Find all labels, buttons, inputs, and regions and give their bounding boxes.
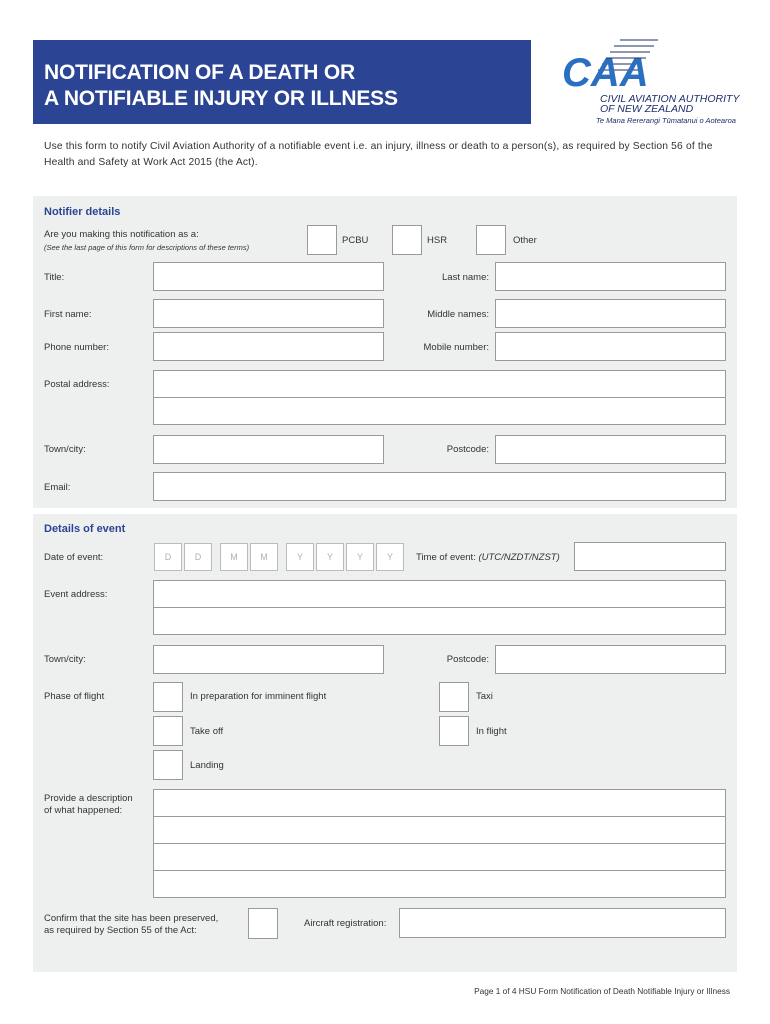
time-label <box>416 552 560 564</box>
email-field[interactable] <box>153 472 726 501</box>
email-label: Email: <box>44 482 71 493</box>
date-label: Date of event: <box>44 552 104 563</box>
phase-prep-checkbox[interactable] <box>153 682 183 712</box>
time-zone-label: (UTC/NZDT/NZST) <box>478 552 560 563</box>
date-day-2[interactable]: D <box>184 543 212 571</box>
phone-label: Phone number: <box>44 342 109 353</box>
phase-inflight-checkbox[interactable] <box>439 716 469 746</box>
event-address-field-line1[interactable] <box>153 580 726 608</box>
logo-subtitle: Te Mana Rererangi Tūmatanui o Aotearoa <box>596 116 736 125</box>
postcode-label: Postcode: <box>446 444 489 455</box>
time-field[interactable] <box>574 542 726 571</box>
first-name-label: First name: <box>44 309 92 320</box>
aircraft-registration-label: Aircraft registration: <box>304 918 387 929</box>
date-year-3[interactable]: Y <box>346 543 374 571</box>
other-label: Other <box>513 235 537 246</box>
phase-landing-checkbox[interactable] <box>153 750 183 780</box>
middle-names-label: Middle names: <box>427 309 489 320</box>
town-label: Town/city: <box>44 444 86 455</box>
event-address-label: Event address: <box>44 589 108 600</box>
event-postcode-field[interactable] <box>495 645 726 674</box>
date-year-4[interactable]: Y <box>376 543 404 571</box>
logo-line1: CIVIL AVIATION AUTHORITY <box>600 93 740 105</box>
event-heading: Details of event <box>44 523 126 535</box>
postal-address-label: Postal address: <box>44 379 110 390</box>
page-footer: Page 1 of 4 HSU Form Notification of Death Notifiable Injury or Illness <box>474 986 730 996</box>
event-town-label: Town/city: <box>44 654 86 665</box>
postcode-field[interactable] <box>495 435 726 464</box>
hsr-checkbox[interactable] <box>392 225 422 255</box>
mobile-field[interactable] <box>495 332 726 361</box>
site-preserved-checkbox[interactable] <box>248 908 278 939</box>
event-address-field-line2[interactable] <box>153 607 726 635</box>
notifier-heading: Notifier details <box>44 206 121 218</box>
description-label-line1: Provide a description <box>44 793 133 804</box>
phase-prep-label: In preparation for imminent flight <box>190 691 327 702</box>
time-label-text: Time of event: <box>416 552 479 563</box>
form-title <box>44 60 514 112</box>
postal-address-field-line2[interactable] <box>153 397 726 425</box>
description-field-line3[interactable] <box>153 843 726 871</box>
description-label-line2: of what happened: <box>44 805 123 816</box>
phase-taxi-label: Taxi <box>476 691 493 702</box>
phase-landing-label: Landing <box>190 760 224 771</box>
confirm-label-line1: Confirm that the site has been preserved, <box>44 913 219 924</box>
phase-label: Phase of flight <box>44 691 105 702</box>
last-name-label: Last name: <box>442 272 489 283</box>
phase-inflight-label: In flight <box>476 726 507 737</box>
description-field-line2[interactable] <box>153 816 726 844</box>
postal-address-field-line1[interactable] <box>153 370 726 398</box>
logo-line2: OF NEW ZEALAND <box>600 103 694 115</box>
notifier-role-note: (See the last page of this form for descriptions of these terms) <box>44 243 250 252</box>
phase-takeoff-label: Take off <box>190 726 224 737</box>
description-field-line4[interactable] <box>153 870 726 898</box>
confirm-label-line2: as required by Section 55 of the Act: <box>44 925 197 936</box>
date-month-2[interactable]: M <box>250 543 278 571</box>
date-day-1[interactable]: D <box>154 543 182 571</box>
notifier-role-question: Are you making this notification as a: <box>44 229 199 240</box>
description-label <box>44 793 133 817</box>
mobile-label: Mobile number: <box>423 342 489 353</box>
date-year-2[interactable]: Y <box>316 543 344 571</box>
date-month-1[interactable]: M <box>220 543 248 571</box>
aircraft-registration-field[interactable] <box>399 908 726 938</box>
confirm-label <box>44 913 218 937</box>
middle-names-field[interactable] <box>495 299 726 328</box>
event-postcode-label: Postcode: <box>446 654 489 665</box>
caa-logo <box>558 38 738 98</box>
form-title-line2: A NOTIFIABLE INJURY OR ILLNESS <box>44 87 398 110</box>
pcbu-label: PCBU <box>342 235 369 246</box>
description-field-line1[interactable] <box>153 789 726 817</box>
intro-text: Use this form to notify Civil Aviation Authority of a notifiable event i.e. an injury, illness or death to a person(s), as required by Section 56 of the Health and Safety at Work Act 2015 (the Act). <box>44 141 713 168</box>
pcbu-checkbox[interactable] <box>307 225 337 255</box>
phase-taxi-checkbox[interactable] <box>439 682 469 712</box>
logo-wordmark: CAA <box>562 51 649 95</box>
date-year-1[interactable]: Y <box>286 543 314 571</box>
other-checkbox[interactable] <box>476 225 506 255</box>
hsr-label: HSR <box>427 235 448 246</box>
last-name-field[interactable] <box>495 262 726 291</box>
phase-takeoff-checkbox[interactable] <box>153 716 183 746</box>
form-title-line1: NOTIFICATION OF A DEATH OR <box>44 61 355 84</box>
title-label: Title: <box>44 272 65 283</box>
